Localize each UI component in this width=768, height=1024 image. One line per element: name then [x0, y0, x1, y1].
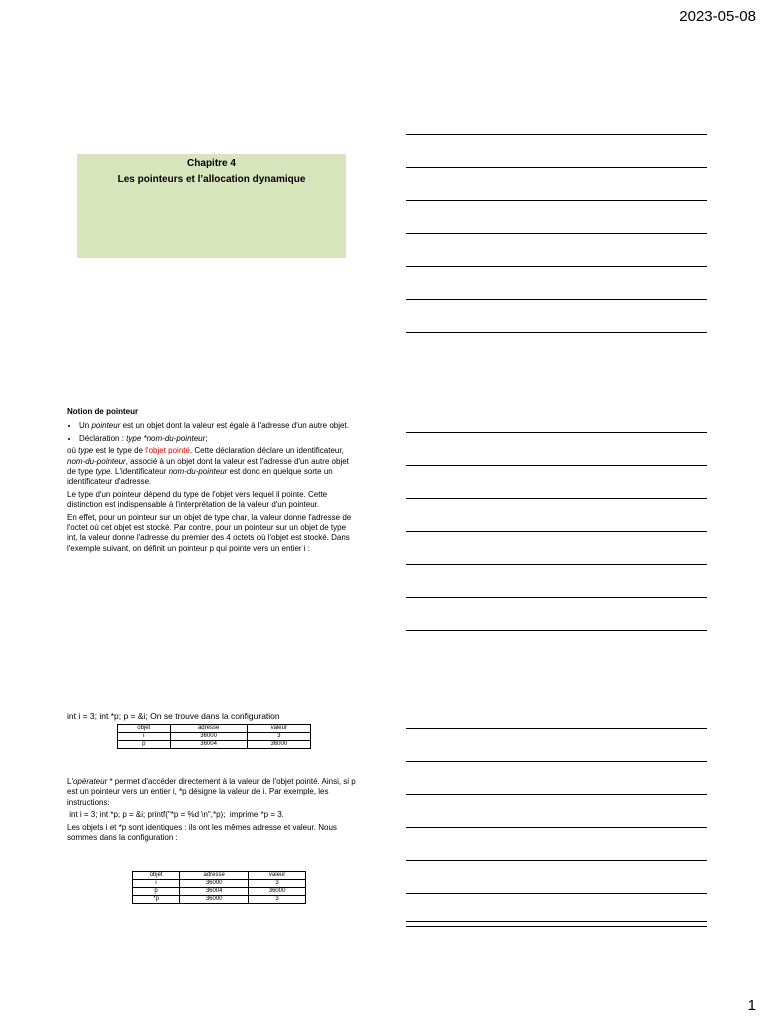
page-number: 1: [747, 997, 756, 1014]
note-line: [406, 466, 707, 499]
note-line: [406, 828, 707, 861]
notes-lines-2: [406, 400, 707, 631]
print-date: 2023-05-08: [679, 8, 756, 25]
note-line: [406, 889, 707, 922]
slide-3-code-line: int i = 3; int *p; p = &i; On se trouve dans la configuration: [67, 711, 280, 721]
note-line: [406, 795, 707, 828]
note-line: [406, 565, 707, 598]
note-line: [406, 433, 707, 466]
table-header-row: objet adresse valeur: [118, 725, 311, 733]
bullet-item: • Un pointeur est un objet dont la valeur est égale à l'adresse d'un autre objet.: [79, 421, 357, 431]
note-line: [406, 499, 707, 532]
note-line: [406, 201, 707, 234]
notes-lines-4: [406, 889, 707, 922]
slide-2-content: [67, 407, 357, 556]
note-line: [406, 102, 707, 135]
notes-lines-1: [406, 102, 707, 333]
paragraph: où type est le type de l'objet pointé. Cette déclaration déclare un identificateur, nom-du-pointeur, associé à un objet dont la valeur est l'adresse d'un autre objet de type type. L'identificateur nom-du-pointeur est donc en quelque sorte un identificateur d'adresse.: [67, 446, 349, 487]
table-row: *p 36000 3: [133, 896, 306, 904]
note-line: [406, 300, 707, 333]
note-line: [406, 762, 707, 795]
slide-2-heading: Notion de pointeur: [67, 407, 139, 416]
paragraph: Les objets i et *p sont identiques : ils ont les mêmes adresse et valeur. Nous sommes dans la configuration :: [67, 822, 337, 843]
note-line: [406, 135, 707, 168]
paragraph: En effet, pour un pointeur sur un objet de type char, la valeur donne l'adresse de l'octet où cet objet est stocké. Par contre, pour un pointeur sur un objet de type int, la valeur donne l'adresse du premier des 4 octets où l'objet est stocké. Dans l'exemple suivant, on définit un pointeur p qui pointe vers un entier i :: [67, 512, 352, 553]
note-line: [406, 532, 707, 565]
chapter-title: Chapitre 4: [187, 158, 236, 169]
table-row: i 36000 3: [118, 733, 311, 741]
code-line: int i = 3; int *p; p = &i; printf("*p = %d \n",*p); imprime *p = 3.: [67, 810, 284, 820]
note-line: [406, 696, 707, 729]
memory-table-2: [132, 871, 306, 904]
note-line: [406, 400, 707, 433]
memory-table-1: [117, 724, 311, 749]
note-line: [406, 234, 707, 267]
bullet-item: • Déclaration : type *nom-du-pointeur;: [79, 434, 357, 444]
table-row: i 36000 3: [133, 880, 306, 888]
paragraph: L'opérateur * permet d'accéder directement à la valeur de l'objet pointé. Ainsi, si p est un pointeur vers un entier i, *p désigne la valeur de i. Par exemple, les instructions:: [67, 777, 356, 807]
paragraph: Le type d'un pointeur dépend du type de l'objet vers lequel il pointe. Cette distinction est indispensable à l'interprétation de la valeur d'un pointeur.: [67, 489, 328, 510]
table-row: p 36004 36000: [118, 741, 311, 749]
slide-4-content: [67, 777, 357, 845]
slide-1-title-box: [77, 154, 346, 258]
note-line: [406, 729, 707, 762]
note-line: [406, 598, 707, 631]
bullet-list: [67, 421, 357, 444]
chapter-subtitle: Les pointeurs et l’allocation dynamique: [117, 174, 306, 185]
table-header-row: objet adresse valeur: [133, 872, 306, 880]
note-line: [406, 168, 707, 201]
table-row: p 36004 36000: [133, 888, 306, 896]
note-line: [406, 267, 707, 300]
